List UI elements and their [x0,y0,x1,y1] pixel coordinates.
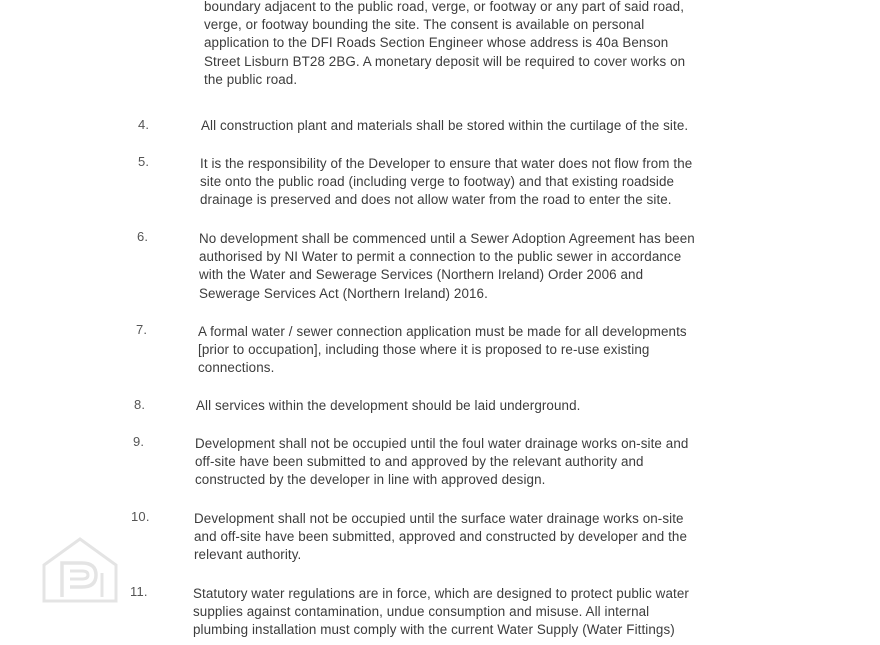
clause-number: 7. [136,322,148,337]
clause-11-text [193,585,689,640]
clause-number: 4. [138,117,150,132]
clause-line: All construction plant and materials shall be stored within the curtilage of the site. [201,118,689,133]
clause-line: Sewerage Services Act (Northern Ireland) 2016. [199,285,488,301]
clause-number: 11. [130,584,148,599]
clause-number: 9. [133,434,145,449]
clause-line: No development shall be commenced until a Sewer Adoption Agreement has been [199,231,695,246]
clause-4-text [201,117,688,135]
clause-line: constructed by the developer in line with approved design. [195,472,546,488]
clause-number: 5. [138,154,150,169]
clause-line: supplies against contamination, undue consumption and misuse. All internal [193,604,650,620]
clause-line: A formal water / sewer connection application must be made for all developments [198,324,687,339]
clause-3-text [204,0,685,89]
clause-line: site onto the public road (including verge to footway) and that existing roadside [200,174,675,190]
clause-line: Street Lisburn BT28 2BG. A monetary deposit will be required to cover works on [204,53,686,69]
clause-line: connections. [198,360,275,376]
clause-line: Development shall not be occupied until the surface water drainage works on-site [194,511,684,526]
clause-line: and off-site have been submitted, approved and constructed by developer and the [194,529,688,545]
clause-line: plumbing installation must comply with the current Water Supply (Water Fittings) [193,622,675,638]
clause-line: drainage is preserved and does not allow water from the road to enter the site. [200,192,672,208]
clause-10-text [194,510,687,565]
clause-line: boundary adjacent to the public road, verge, or footway or any part of said road, [204,0,685,14]
clause-line: relevant authority. [194,547,302,563]
clause-6-text [199,230,695,303]
clause-number: 8. [134,397,146,412]
clause-line: off-site have been submitted to and approved by the relevant authority and [195,454,644,470]
clause-line: [prior to occupation], including those where it is proposed to re-use existing [198,342,650,358]
clause-line: application to the DFI Roads Section Engineer whose address is 40a Benson [204,35,669,51]
clause-line: It is the responsibility of the Developer to ensure that water does not flow from the [200,156,693,171]
clause-line: the public road. [204,71,298,87]
clause-number: 10. [131,509,150,524]
clause-8-text [196,397,580,415]
property-logo-icon [40,535,120,605]
clause-number: 6. [137,229,149,244]
clause-line: All services within the development should be laid underground. [196,398,581,413]
clause-line: with the Water and Sewerage Services (Northern Ireland) Order 2006 and [199,267,644,283]
clause-line: Statutory water regulations are in force, which are designed to protect public water [193,586,689,601]
clause-line: Development shall not be occupied until the foul water drainage works on-site and [195,436,689,451]
clause-line: authorised by NI Water to permit a connection to the public sewer in accordance [199,249,682,265]
clause-line: verge, or footway bounding the site. The consent is available on personal [204,17,645,33]
clause-9-text [195,435,688,490]
clause-7-text [198,323,687,378]
clause-5-text [200,155,692,210]
